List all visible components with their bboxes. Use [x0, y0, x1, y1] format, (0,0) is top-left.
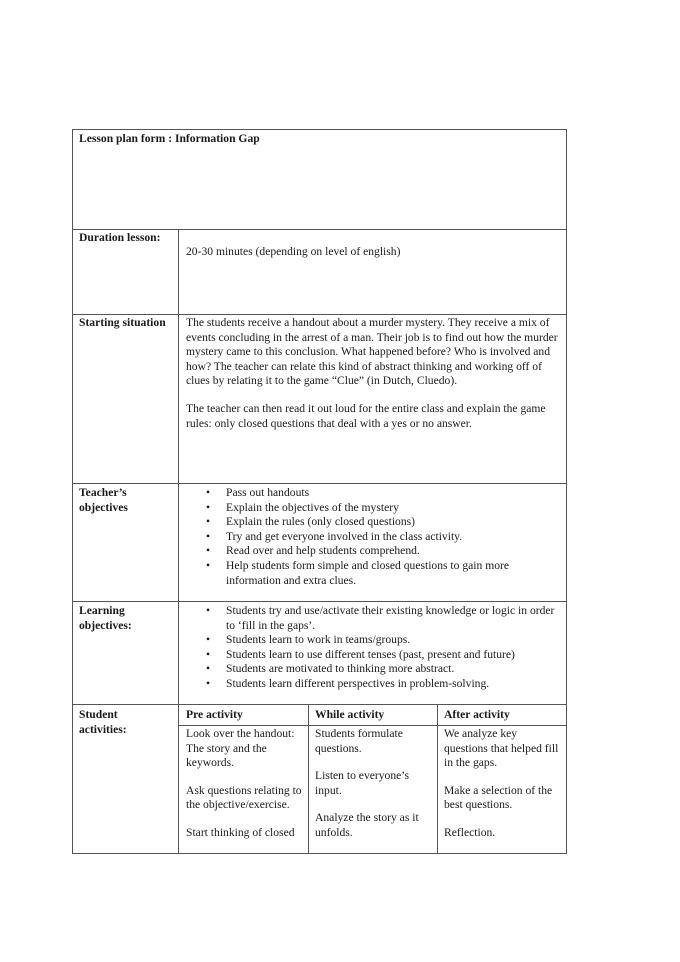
- starting-label: Starting situation: [79, 316, 166, 329]
- duration-value: 20-30 minutes (depending on level of english): [186, 245, 401, 258]
- learning-objectives-label: Learning objectives:: [79, 604, 132, 632]
- form-title: Lesson plan form : Information Gap: [79, 132, 260, 145]
- list-item: • Try and get everyone involved in the class activity.: [206, 530, 546, 545]
- pre-activity-item: Look over the handout: The story and the keywords.: [186, 727, 295, 770]
- list-item: • Explain the objectives of the mystery: [206, 501, 546, 516]
- while-activity-item: Students formulate questions.: [315, 727, 403, 755]
- row-divider: [72, 229, 567, 230]
- after-activity-item: Make a selection of the best questions.: [444, 783, 553, 812]
- while-activity-cell: [315, 727, 433, 841]
- duration-label: Duration lesson:: [79, 231, 161, 244]
- pre-activity-item: Start thinking of closed: [186, 825, 295, 839]
- activity-column-divider: [437, 704, 438, 854]
- after-activity-cell: [444, 727, 562, 841]
- pre-activity-cell: [186, 727, 304, 853]
- learning-objectives-list: [206, 604, 556, 692]
- list-item: • Explain the rules (only closed questions): [206, 515, 546, 530]
- pre-activity-header: Pre activity: [186, 708, 243, 721]
- row-divider: [72, 483, 567, 484]
- after-activity-item: Reflection.: [444, 825, 496, 839]
- while-activity-header: While activity: [315, 708, 385, 721]
- activity-column-divider: [308, 704, 309, 854]
- label-column-divider: [178, 229, 179, 854]
- starting-paragraph-2: The teacher can then read it out loud for the entire class and explain the game rules: only closed questions that deal with a yes or no answer.: [186, 401, 546, 430]
- teacher-objectives-list: [206, 486, 546, 588]
- list-item: • Read over and help students comprehend.: [206, 544, 546, 559]
- after-activity-item: We analyze key questions that helped fill in the gaps.: [444, 727, 559, 770]
- pre-activity-item: Ask questions relating to the objective/exercise.: [186, 783, 302, 812]
- while-activity-item: Analyze the story as it unfolds.: [315, 811, 419, 839]
- list-item: • Students learn to work in teams/groups.: [206, 633, 556, 648]
- activity-header-divider: [178, 725, 567, 726]
- list-item: • Pass out handouts: [206, 486, 546, 501]
- teacher-objectives-label: Teacher’s objectives: [79, 486, 128, 514]
- student-activities-label: Student activities:: [79, 708, 127, 736]
- starting-paragraph-1: The students receive a handout about a murder mystery. They receive a mix of events concluding in the arrest of a man. Their job is to find out how the murder mystery came to this conclusion. What happened before? Who is involved and how? The teacher can relate this kind of abstract thinking and working off of clues by relating it to the game “Clue” (in Dutch, Cluedo).: [186, 316, 558, 388]
- row-divider: [72, 314, 567, 315]
- row-divider: [72, 704, 567, 705]
- list-item: • Students learn to use different tenses (past, present and future): [206, 648, 556, 663]
- row-divider: [72, 601, 567, 602]
- list-item: • Students are motivated to thinking more abstract.: [206, 662, 556, 677]
- list-item: • Students try and use/activate their existing knowledge or logic in order to ‘fill in the gaps’.: [206, 604, 556, 633]
- while-activity-item: Listen to everyone’s input.: [315, 769, 410, 797]
- starting-text: [186, 316, 562, 431]
- list-item: • Students learn different perspectives in problem-solving.: [206, 677, 556, 692]
- after-activity-header: After activity: [444, 708, 510, 721]
- list-item: • Help students form simple and closed questions to gain more information and extra clues.: [206, 559, 546, 588]
